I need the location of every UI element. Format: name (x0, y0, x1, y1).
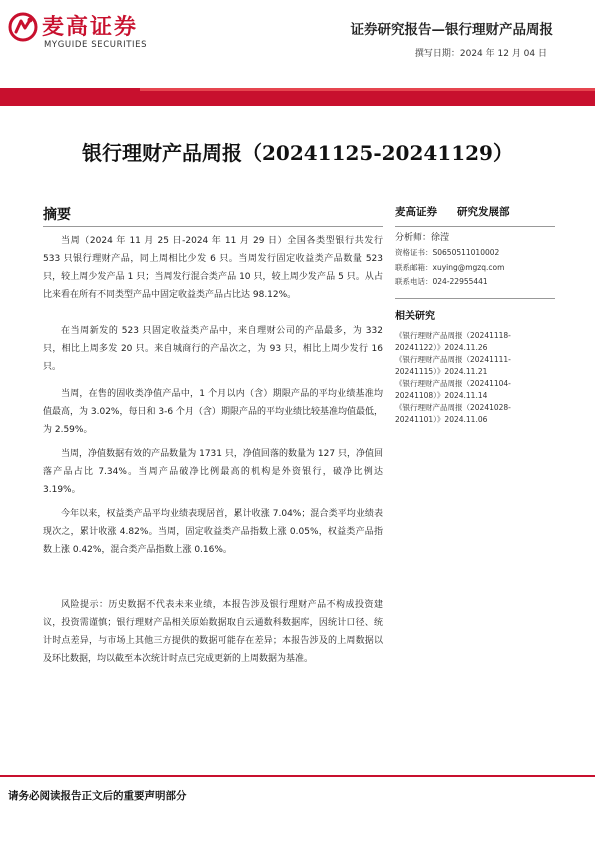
abstract-text-3: 当周，在售的固收类净值产品中，1 个月以内（含）期限产品的平均业绩基准均值最高，为 3.02%，每日和 3-6 个月（含）期限产品的平均业绩比较基准均值最低，为 2.59%。 (43, 389, 383, 435)
sidebar-company: 麦高证券 (395, 206, 437, 218)
risk-text: 风险提示：历史数据不代表未来业绩，本报告涉及银行理财产品不构成投资建议，投资需谨慎；银行理财产品相关原始数据取自云通数科数据库，因统计口径、统计时点差异，与市场上其他三方提供的数据可能存在差异；本报告涉及的上周数据以及环比数据，均以截至本次统计时点已完成更新的上周数据为基准。 (43, 600, 383, 664)
abstract-paragraph (43, 385, 383, 439)
related-research-item[interactable]: 《银行理财产品周报（20241104-20241108）》2024.11.14 (395, 379, 511, 400)
analyst-name: 分析师：徐滢 (395, 233, 450, 243)
write-date: 撰写日期：2024 年 12 月 04 日 (414, 49, 547, 59)
sidebar-divider (395, 226, 555, 227)
abstract-paragraph (43, 505, 383, 559)
abstract-paragraph (43, 322, 383, 376)
logo-text-en: MYGUIDE SECURITIES (44, 40, 148, 50)
sidebar-heading (395, 204, 510, 219)
footer-divider (0, 775, 595, 777)
risk-paragraph (43, 596, 383, 668)
footer-disclaimer: 请务必阅读报告正文后的重要声明部分 (8, 790, 187, 802)
related-research-item[interactable]: 《银行理财产品周报（20241118-20241122）》2024.11.26 (395, 331, 511, 352)
abstract-heading: 摘要 (43, 207, 71, 223)
related-research-list (395, 330, 555, 426)
analyst-email[interactable]: 联系邮箱：xuying@mgzq.com (395, 262, 505, 272)
header-red-band-highlight (140, 88, 595, 91)
sidebar-dept: 研究发展部 (457, 206, 510, 218)
analyst-info (395, 230, 555, 290)
abstract-text-2: 在当周新发的 523 只固定收益类产品中，来自理财公司的产品最多，为 332 只，相比上周多发 20 只。来自城商行的产品次之，为 93 只，相比上周少发行 16 只。 (43, 326, 383, 372)
abstract-paragraph (43, 232, 383, 304)
related-research-heading: 相关研究 (395, 311, 435, 322)
abstract-text-1: 当周（2024 年 11 月 25 日-2024 年 11 月 29 日）全国各类型银行共发行 533 只银行理财产品，同上周相比少发 6 只。当周发行固定收益类产品数量 523 只，较上周少发产品 1 只；当周发行混合类产品 10 只，较上周少发产品 5 只。从占比来看在所有不同类型产品中固定收益类产品占比达 98.12%。 (43, 236, 383, 300)
logo-text-cn: 麦高证券 (42, 15, 139, 40)
page-title: 银行理财产品周报（20241125-20241129） (82, 141, 513, 165)
sidebar-divider (395, 298, 555, 299)
abstract-text-4: 当周，净值数据有效的产品数量为 1731 只，净值回落的数量为 127 只，净值回落产品占比 7.34%。当周产品破净比例最高的机构是外资银行，破净比例达 3.19%。 (43, 449, 383, 495)
analyst-cert: 资格证书：S0650511010002 (395, 248, 500, 257)
abstract-paragraph (43, 445, 383, 499)
analyst-phone: 联系电话：024-22955441 (395, 277, 488, 286)
abstract-divider (43, 226, 383, 227)
logo-icon (8, 12, 38, 42)
report-type: 证券研究报告—银行理财产品周报 (350, 22, 553, 38)
abstract-text-5: 今年以来，权益类产品平均业绩表现居首，累计收涨 7.04%；混合类平均业绩表现次之，累计收涨 4.82%。当周，固定收益类产品指数上涨 0.05%，权益类产品指数上涨 0.42%，混合类产品指数上涨 0.16%。 (43, 509, 383, 555)
related-research-item[interactable]: 《银行理财产品周报（20241111-20241115）》2024.11.21 (395, 355, 511, 376)
related-research-item[interactable]: 《银行理财产品周报（20241028-20241101）》2024.11.06 (395, 403, 511, 424)
